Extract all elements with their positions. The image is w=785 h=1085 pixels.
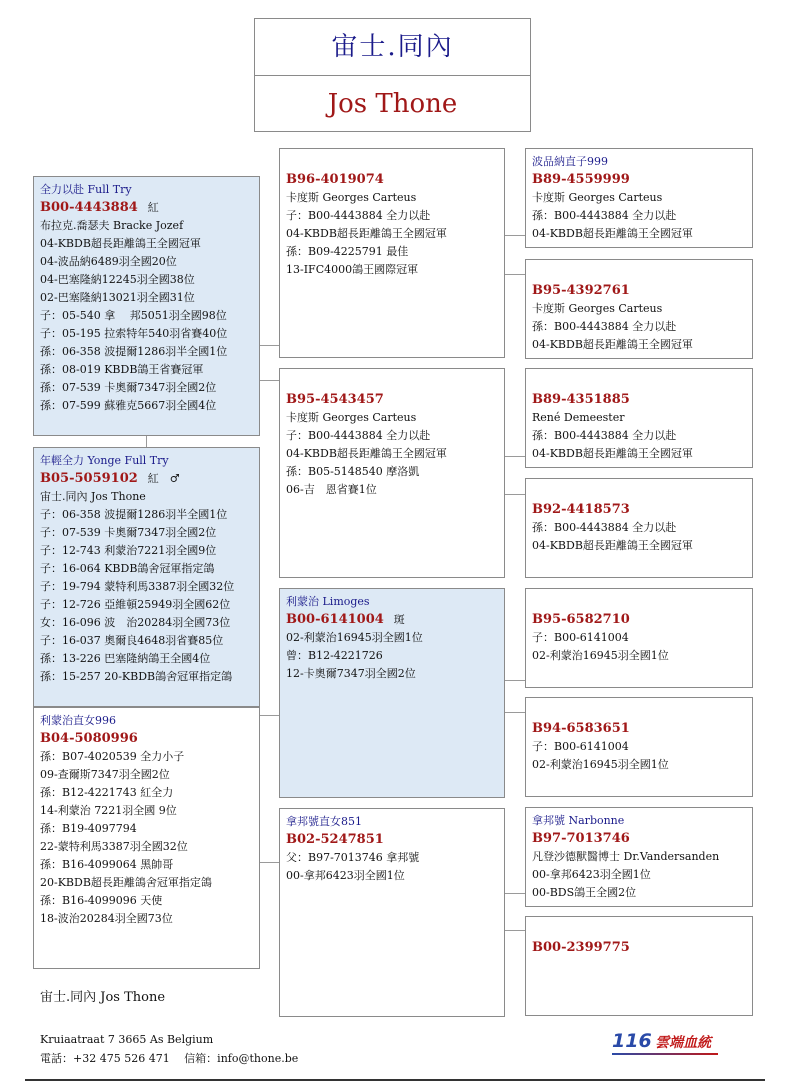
pigeon-color: 斑 bbox=[393, 613, 405, 626]
connector bbox=[259, 345, 279, 346]
pigeon-color: 紅 bbox=[147, 201, 159, 214]
detail-line: 子：B00-6141004 bbox=[532, 631, 629, 644]
detail-line: 子：19-794 蒙特利馬3387羽全國32位 bbox=[40, 580, 235, 593]
dd-dam-card bbox=[525, 916, 753, 1016]
detail-line: 孫：15-257 20-KBDB鴿舍冠軍指定鴿 bbox=[40, 670, 233, 683]
pigeon-details bbox=[286, 629, 498, 683]
sire-dam-card bbox=[279, 368, 505, 578]
detail-line: 18-波治20284羽全國73位 bbox=[40, 912, 173, 925]
detail-line: 卡度斯 Georges Carteus bbox=[532, 191, 663, 204]
pigeon-details bbox=[40, 488, 253, 686]
detail-line: 02-利蒙治16945羽全國1位 bbox=[286, 631, 423, 644]
ring-number: B00-4443884 bbox=[40, 200, 138, 215]
detail-line: 02-利蒙治16945羽全國1位 bbox=[532, 758, 669, 771]
ring-number: B89-4559999 bbox=[532, 172, 630, 187]
dam-dam-card bbox=[279, 808, 505, 1017]
ds-dam-card bbox=[525, 697, 753, 797]
ring-number: B95-4543457 bbox=[286, 392, 384, 407]
detail-line: 04-巴塞隆納12245羽全國38位 bbox=[40, 273, 195, 286]
pigeon-details bbox=[40, 217, 253, 415]
ds-sire-card bbox=[525, 588, 753, 688]
detail-line: 孫：B12-4221743 紅全力 bbox=[40, 786, 174, 799]
detail-line: 孫：B16-4099096 天使 bbox=[40, 894, 163, 907]
pigeon-name: 利蒙治直女996 bbox=[40, 714, 116, 727]
detail-line: 13-IFC4000鴿王國際冠軍 bbox=[286, 263, 419, 276]
sire-sire-card bbox=[279, 148, 505, 358]
detail-line: 子：12-726 亞維頓25949羽全國62位 bbox=[40, 598, 231, 611]
pigeon-color: 紅 ♂ bbox=[147, 472, 180, 485]
detail-line: 22-蒙特利馬3387羽全國32位 bbox=[40, 840, 188, 853]
pigeon-name: 拿邦號 Narbonne bbox=[532, 814, 625, 827]
detail-line: 父：B97-7013746 拿邦號 bbox=[286, 851, 420, 864]
bottom-rule bbox=[25, 1079, 765, 1081]
detail-line: 孫：B00-4443884 全力以赴 bbox=[532, 521, 677, 534]
detail-line: 布拉克.喬瑟夫 Bracke Jozef bbox=[40, 219, 184, 232]
dam-sire-card bbox=[279, 588, 505, 798]
ring-number: B95-6582710 bbox=[532, 612, 630, 627]
logo-underline bbox=[612, 1053, 718, 1055]
contact-info: 電話：+32 475 526 471 信箱：info@thone.be bbox=[40, 1052, 299, 1065]
detail-line: 20-KBDB超長距離鴿舍冠軍指定鴿 bbox=[40, 876, 212, 889]
detail-line: 女：16-096 波 治20284羽全國73位 bbox=[40, 616, 231, 629]
connector bbox=[259, 862, 279, 863]
detail-line: 14-利蒙治 7221羽全國 9位 bbox=[40, 804, 177, 817]
logo-text: 雲端血統 bbox=[655, 1035, 712, 1051]
pigeon-details bbox=[286, 189, 498, 279]
detail-line: 子：12-743 利蒙治7221羽全國9位 bbox=[40, 544, 217, 557]
detail-line: 孫：08-019 KBDB鴿王省賽冠軍 bbox=[40, 363, 204, 376]
detail-line: 凡登沙德獸醫博士 Dr.Vandersanden bbox=[532, 850, 720, 863]
connector bbox=[504, 235, 525, 236]
pigeon-name: 拿邦號直女851 bbox=[286, 815, 362, 828]
detail-line: 00-拿邦6423羽全國1位 bbox=[286, 869, 405, 882]
detail-line: 曾：B12-4221726 bbox=[286, 649, 383, 662]
pigeon-details bbox=[532, 189, 746, 243]
owner-name: Jos Thone bbox=[327, 89, 458, 119]
detail-line: 孫：07-539 卡奧爾7347羽全國2位 bbox=[40, 381, 217, 394]
detail-line: 卡度斯 Georges Carteus bbox=[286, 411, 417, 424]
dam-card bbox=[33, 707, 260, 969]
pigeon-name: 年輕全力 Yonge Full Try bbox=[40, 454, 169, 467]
detail-line: 子：05-195 拉索特年540羽省賽40位 bbox=[40, 327, 228, 340]
detail-line: 孫：B09-4225791 最佳 bbox=[286, 245, 409, 258]
detail-line: 孫：06-358 波提爾1286羽半全國1位 bbox=[40, 345, 228, 358]
detail-line: 子：B00-6141004 bbox=[532, 740, 629, 753]
detail-line: 04-KBDB超長距離鴿王全國冠軍 bbox=[532, 447, 693, 460]
connector bbox=[504, 680, 525, 681]
detail-line: 04-KBDB超長距離鴿王全國冠軍 bbox=[532, 539, 693, 552]
detail-line: 卡度斯 Georges Carteus bbox=[532, 302, 663, 315]
pigeon-name: 利蒙治 Limoges bbox=[286, 595, 370, 608]
brand-logo bbox=[612, 1030, 718, 1055]
subject-card bbox=[33, 447, 260, 707]
pigeon-details bbox=[532, 629, 746, 665]
detail-line: 04-波品納6489羽全國20位 bbox=[40, 255, 177, 268]
ring-number: B00-6141004 bbox=[286, 612, 384, 627]
ss-sire-card bbox=[525, 148, 753, 248]
detail-line: 孫：B16-4099064 黑帥哥 bbox=[40, 858, 174, 871]
ring-number: B95-4392761 bbox=[532, 283, 630, 298]
pigeon-name: 波品納直子999 bbox=[532, 155, 608, 168]
detail-line: 04-KBDB超長距離鴿王全國冠軍 bbox=[532, 338, 693, 351]
detail-line: 02-利蒙治16945羽全國1位 bbox=[532, 649, 669, 662]
detail-line: 06-吉 恩省賽1位 bbox=[286, 483, 377, 496]
pigeon-name: 全力以赴 Full Try bbox=[40, 183, 132, 196]
owner-signature: 宙士.同內 Jos Thone bbox=[40, 990, 166, 1005]
detail-line: 孫：B00-4443884 全力以赴 bbox=[532, 209, 677, 222]
ring-number: B94-6583651 bbox=[532, 721, 630, 736]
detail-line: 子：B00-4443884 全力以赴 bbox=[286, 429, 431, 442]
detail-line: René Demeester bbox=[532, 411, 625, 424]
detail-line: 孫：13-226 巴塞隆納鴿王全國4位 bbox=[40, 652, 211, 665]
detail-line: 00-BDS鴿王全國2位 bbox=[532, 886, 637, 899]
connector bbox=[504, 930, 525, 931]
connector bbox=[504, 893, 525, 894]
sd-sire-card bbox=[525, 368, 753, 468]
detail-line: 孫：B00-4443884 全力以赴 bbox=[532, 429, 677, 442]
ring-number: B04-5080996 bbox=[40, 731, 138, 746]
ring-number: B96-4019074 bbox=[286, 172, 384, 187]
header-box bbox=[254, 18, 531, 132]
connector bbox=[504, 274, 525, 275]
detail-line: 孫：B19-4097794 bbox=[40, 822, 137, 835]
detail-line: 00-拿邦6423羽全國1位 bbox=[532, 868, 651, 881]
ring-number: B97-7013746 bbox=[532, 831, 630, 846]
connector bbox=[504, 712, 525, 713]
sd-dam-card bbox=[525, 478, 753, 578]
connector bbox=[259, 715, 279, 716]
ring-number: B02-5247851 bbox=[286, 832, 384, 847]
detail-line: 子：16-037 奧爾良4648羽省賽85位 bbox=[40, 634, 224, 647]
ring-number: B05-5059102 bbox=[40, 471, 138, 486]
detail-line: 宙士.同內 Jos Thone bbox=[40, 490, 146, 503]
detail-line: 卡度斯 Georges Carteus bbox=[286, 191, 417, 204]
pigeon-details bbox=[532, 848, 746, 902]
ss-dam-card bbox=[525, 259, 753, 359]
pigeon-details bbox=[286, 849, 498, 885]
ring-number: B00-2399775 bbox=[532, 940, 630, 955]
detail-line: 子：07-539 卡奧爾7347羽全國2位 bbox=[40, 526, 217, 539]
connector bbox=[504, 494, 525, 495]
detail-line: 孫：07-599 蘇雅克5667羽全國4位 bbox=[40, 399, 217, 412]
ring-number: B92-4418573 bbox=[532, 502, 630, 517]
pigeon-details bbox=[532, 409, 746, 463]
address: Kruiaatraat 7 3665 As Belgium bbox=[40, 1033, 214, 1046]
detail-line: 02-巴塞隆納13021羽全國31位 bbox=[40, 291, 195, 304]
sire-card bbox=[33, 176, 260, 436]
detail-line: 12-卡奧爾7347羽全國2位 bbox=[286, 667, 416, 680]
detail-line: 子：05-540 拿 邦5051羽全國98位 bbox=[40, 309, 227, 322]
detail-line: 09-查爾斯7347羽全國2位 bbox=[40, 768, 170, 781]
connector bbox=[259, 380, 279, 381]
detail-line: 孫：B00-4443884 全力以赴 bbox=[532, 320, 677, 333]
detail-line: 04-KBDB超長距離鴿王全國冠軍 bbox=[532, 227, 693, 240]
detail-line: 子：16-064 KBDB鴿舍冠軍指定鴿 bbox=[40, 562, 215, 575]
connector bbox=[504, 456, 525, 457]
pigeon-details bbox=[532, 738, 746, 774]
detail-line: 孫：B07-4020539 全力小子 bbox=[40, 750, 185, 763]
detail-line: 04-KBDB超長距離鴿王全國冠軍 bbox=[286, 447, 447, 460]
detail-line: 子：06-358 波提爾1286羽半全國1位 bbox=[40, 508, 228, 521]
pigeon-details bbox=[532, 300, 746, 354]
ring-number: B89-4351885 bbox=[532, 392, 630, 407]
detail-line: 04-KBDB超長距離鴿王全國冠軍 bbox=[40, 237, 201, 250]
detail-line: 子：B00-4443884 全力以赴 bbox=[286, 209, 431, 222]
detail-line: 04-KBDB超長距離鴿王全國冠軍 bbox=[286, 227, 447, 240]
pigeon-details bbox=[286, 409, 498, 499]
detail-line: 孫：B05-5148540 摩洛凱 bbox=[286, 465, 420, 478]
pigeon-details bbox=[532, 519, 746, 555]
logo-number: 116 bbox=[612, 1030, 652, 1052]
pigeon-details bbox=[40, 748, 253, 928]
loft-name: 宙士.同內 bbox=[255, 19, 530, 76]
dd-sire-card bbox=[525, 807, 753, 907]
